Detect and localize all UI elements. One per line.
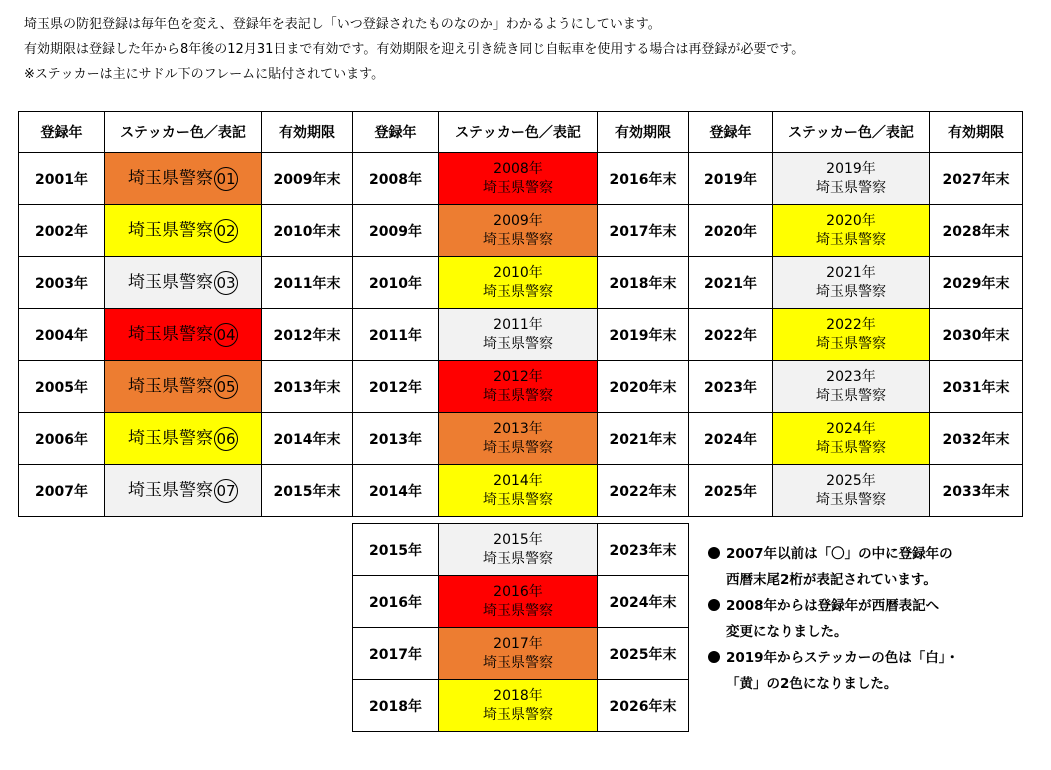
registration-year: 2010年 (353, 257, 439, 309)
sticker-cell (105, 361, 262, 413)
sticker-cell (105, 413, 262, 465)
header-expiry: 有効期限 (598, 112, 689, 153)
expiry-date: 2015年末 (262, 465, 353, 517)
registration-year: 2020年 (689, 205, 773, 257)
intro-line: 有効期限は登録した年から8年後の12月31日まで有効です。有効期限を迎え引き続き同じ自転車を使用する場合は再登録が必要です。 (24, 42, 805, 57)
header-sticker: ステッカー色／表記 (773, 112, 930, 153)
registration-year: 2003年 (19, 257, 105, 309)
sticker-cell (439, 524, 598, 576)
sticker-year: 2010年 (493, 264, 543, 281)
table-row (19, 361, 1023, 413)
year-number-circle: 03 (214, 271, 238, 295)
expiry-date: 2019年末 (598, 309, 689, 361)
sticker-text: 埼玉県警察 (483, 439, 553, 456)
sticker-text: 埼玉県警察 (483, 283, 553, 300)
note-line: 「黄」の2色になりました。 (726, 676, 898, 692)
note-item (708, 645, 959, 671)
expiry-date: 2030年末 (930, 309, 1023, 361)
note-line: 2019年からステッカーの色は「白」・ (726, 650, 960, 666)
sticker-text: 埼玉県警察 (483, 550, 553, 567)
registration-year: 2006年 (19, 413, 105, 465)
registration-year: 2001年 (19, 153, 105, 205)
table-row (19, 205, 1023, 257)
sticker-text: 埼玉県警察 (483, 231, 553, 248)
note-line: 2007年以前は「〇」の中に登録年の (726, 546, 953, 562)
notes (708, 541, 959, 697)
sticker-cell (773, 257, 930, 309)
registration-year: 2009年 (353, 205, 439, 257)
registration-year: 2022年 (689, 309, 773, 361)
sticker-cell (773, 309, 930, 361)
registration-year: 2024年 (689, 413, 773, 465)
expiry-date: 2032年末 (930, 413, 1023, 465)
note-line: 2008年からは登録年が西暦表記へ (726, 598, 940, 614)
sticker-year: 2018年 (493, 687, 543, 704)
expiry-date: 2011年末 (262, 257, 353, 309)
registration-table-continued (352, 523, 689, 732)
sticker-text: 埼玉県警察 (128, 220, 213, 240)
registration-year: 2016年 (353, 576, 439, 628)
year-number-circle: 06 (214, 427, 238, 451)
sticker-text: 埼玉県警察 (816, 179, 886, 196)
sticker-year: 2022年 (826, 316, 876, 333)
expiry-date: 2020年末 (598, 361, 689, 413)
expiry-date: 2033年末 (930, 465, 1023, 517)
sticker-text: 埼玉県警察 (483, 654, 553, 671)
table-row (19, 257, 1023, 309)
sticker-text: 埼玉県警察 (816, 335, 886, 352)
year-number-circle: 07 (214, 479, 238, 503)
table-row (19, 413, 1023, 465)
sticker-year: 2017年 (493, 635, 543, 652)
expiry-date: 2014年末 (262, 413, 353, 465)
table-row (353, 576, 689, 628)
sticker-cell (773, 153, 930, 205)
registration-year: 2021年 (689, 257, 773, 309)
sticker-text: 埼玉県警察 (128, 480, 213, 500)
sticker-cell (439, 205, 598, 257)
year-number-circle: 04 (214, 323, 238, 347)
sticker-year: 2023年 (826, 368, 876, 385)
expiry-date: 2013年末 (262, 361, 353, 413)
sticker-cell (773, 413, 930, 465)
registration-year: 2004年 (19, 309, 105, 361)
registration-year: 2013年 (353, 413, 439, 465)
expiry-date: 2012年末 (262, 309, 353, 361)
note-line: 西暦末尾2桁が表記されています。 (726, 572, 937, 588)
sticker-cell (439, 680, 598, 732)
sticker-cell (439, 413, 598, 465)
registration-year: 2011年 (353, 309, 439, 361)
expiry-date: 2009年末 (262, 153, 353, 205)
sticker-year: 2015年 (493, 531, 543, 548)
sticker-cell (439, 576, 598, 628)
registration-year: 2014年 (353, 465, 439, 517)
registration-year: 2025年 (689, 465, 773, 517)
registration-table (18, 111, 1023, 517)
sticker-year: 2021年 (826, 264, 876, 281)
header-year: 登録年 (353, 112, 439, 153)
sticker-text: 埼玉県警察 (128, 324, 213, 344)
sticker-text: 埼玉県警察 (128, 428, 213, 448)
sticker-text: 埼玉県警察 (128, 272, 213, 292)
note-line: 変更になりました。 (726, 624, 848, 640)
sticker-cell (773, 465, 930, 517)
table-row (353, 524, 689, 576)
sticker-cell (439, 465, 598, 517)
sticker-year: 2012年 (493, 368, 543, 385)
expiry-date: 2021年末 (598, 413, 689, 465)
header-year: 登録年 (19, 112, 105, 153)
registration-year: 2015年 (353, 524, 439, 576)
sticker-cell (439, 309, 598, 361)
intro-text (24, 12, 804, 87)
sticker-year: 2016年 (493, 583, 543, 600)
expiry-date: 2010年末 (262, 205, 353, 257)
sticker-year: 2020年 (826, 212, 876, 229)
expiry-date: 2023年末 (598, 524, 689, 576)
year-number-circle: 01 (214, 167, 238, 191)
note-item (708, 593, 959, 619)
intro-line: ※ステッカーは主にサドル下のフレームに貼付されています。 (24, 67, 385, 82)
sticker-year: 2013年 (493, 420, 543, 437)
sticker-year: 2019年 (826, 160, 876, 177)
sticker-cell (105, 257, 262, 309)
sticker-text: 埼玉県警察 (483, 179, 553, 196)
sticker-cell (105, 309, 262, 361)
expiry-date: 2022年末 (598, 465, 689, 517)
header-year: 登録年 (689, 112, 773, 153)
sticker-text: 埼玉県警察 (483, 491, 553, 508)
sticker-cell (773, 205, 930, 257)
bullet-icon (708, 651, 720, 663)
registration-year: 2012年 (353, 361, 439, 413)
header-expiry: 有効期限 (262, 112, 353, 153)
bullet-icon (708, 547, 720, 559)
registration-year: 2007年 (19, 465, 105, 517)
header-row (19, 112, 1023, 153)
header-sticker: ステッカー色／表記 (439, 112, 598, 153)
sticker-text: 埼玉県警察 (816, 491, 886, 508)
registration-year: 2017年 (353, 628, 439, 680)
sticker-text: 埼玉県警察 (483, 387, 553, 404)
header-sticker: ステッカー色／表記 (105, 112, 262, 153)
registration-year: 2018年 (353, 680, 439, 732)
registration-year: 2002年 (19, 205, 105, 257)
sticker-text: 埼玉県警察 (483, 335, 553, 352)
sticker-text: 埼玉県警察 (816, 439, 886, 456)
sticker-text: 埼玉県警察 (816, 231, 886, 248)
expiry-date: 2028年末 (930, 205, 1023, 257)
table-row (353, 628, 689, 680)
sticker-year: 2014年 (493, 472, 543, 489)
table-row (19, 153, 1023, 205)
table-row (19, 465, 1023, 517)
expiry-date: 2029年末 (930, 257, 1023, 309)
table-row (353, 680, 689, 732)
sticker-year: 2008年 (493, 160, 543, 177)
expiry-date: 2018年末 (598, 257, 689, 309)
sticker-cell (439, 361, 598, 413)
intro-line: 埼玉県の防犯登録は毎年色を変え、登録年を表記し「いつ登録されたものなのか」わかるようにしています。 (24, 17, 661, 32)
registration-year: 2019年 (689, 153, 773, 205)
bullet-icon (708, 599, 720, 611)
note-item (708, 541, 959, 567)
sticker-cell (439, 257, 598, 309)
sticker-year: 2025年 (826, 472, 876, 489)
sticker-text: 埼玉県警察 (483, 706, 553, 723)
sticker-year: 2009年 (493, 212, 543, 229)
year-number-circle: 05 (214, 375, 238, 399)
expiry-date: 2025年末 (598, 628, 689, 680)
expiry-date: 2026年末 (598, 680, 689, 732)
registration-year: 2005年 (19, 361, 105, 413)
sticker-text: 埼玉県警察 (128, 376, 213, 396)
registration-year: 2008年 (353, 153, 439, 205)
header-expiry: 有効期限 (930, 112, 1023, 153)
expiry-date: 2017年末 (598, 205, 689, 257)
sticker-cell (773, 361, 930, 413)
sticker-year: 2011年 (493, 316, 543, 333)
sticker-cell (439, 628, 598, 680)
sticker-cell (105, 153, 262, 205)
sticker-text: 埼玉県警察 (816, 283, 886, 300)
expiry-date: 2024年末 (598, 576, 689, 628)
sticker-text: 埼玉県警察 (816, 387, 886, 404)
sticker-year: 2024年 (826, 420, 876, 437)
sticker-text: 埼玉県警察 (483, 602, 553, 619)
sticker-cell (105, 205, 262, 257)
table-row (19, 309, 1023, 361)
expiry-date: 2027年末 (930, 153, 1023, 205)
expiry-date: 2016年末 (598, 153, 689, 205)
registration-year: 2023年 (689, 361, 773, 413)
sticker-cell (105, 465, 262, 517)
year-number-circle: 02 (214, 219, 238, 243)
sticker-text: 埼玉県警察 (128, 168, 213, 188)
expiry-date: 2031年末 (930, 361, 1023, 413)
sticker-cell (439, 153, 598, 205)
